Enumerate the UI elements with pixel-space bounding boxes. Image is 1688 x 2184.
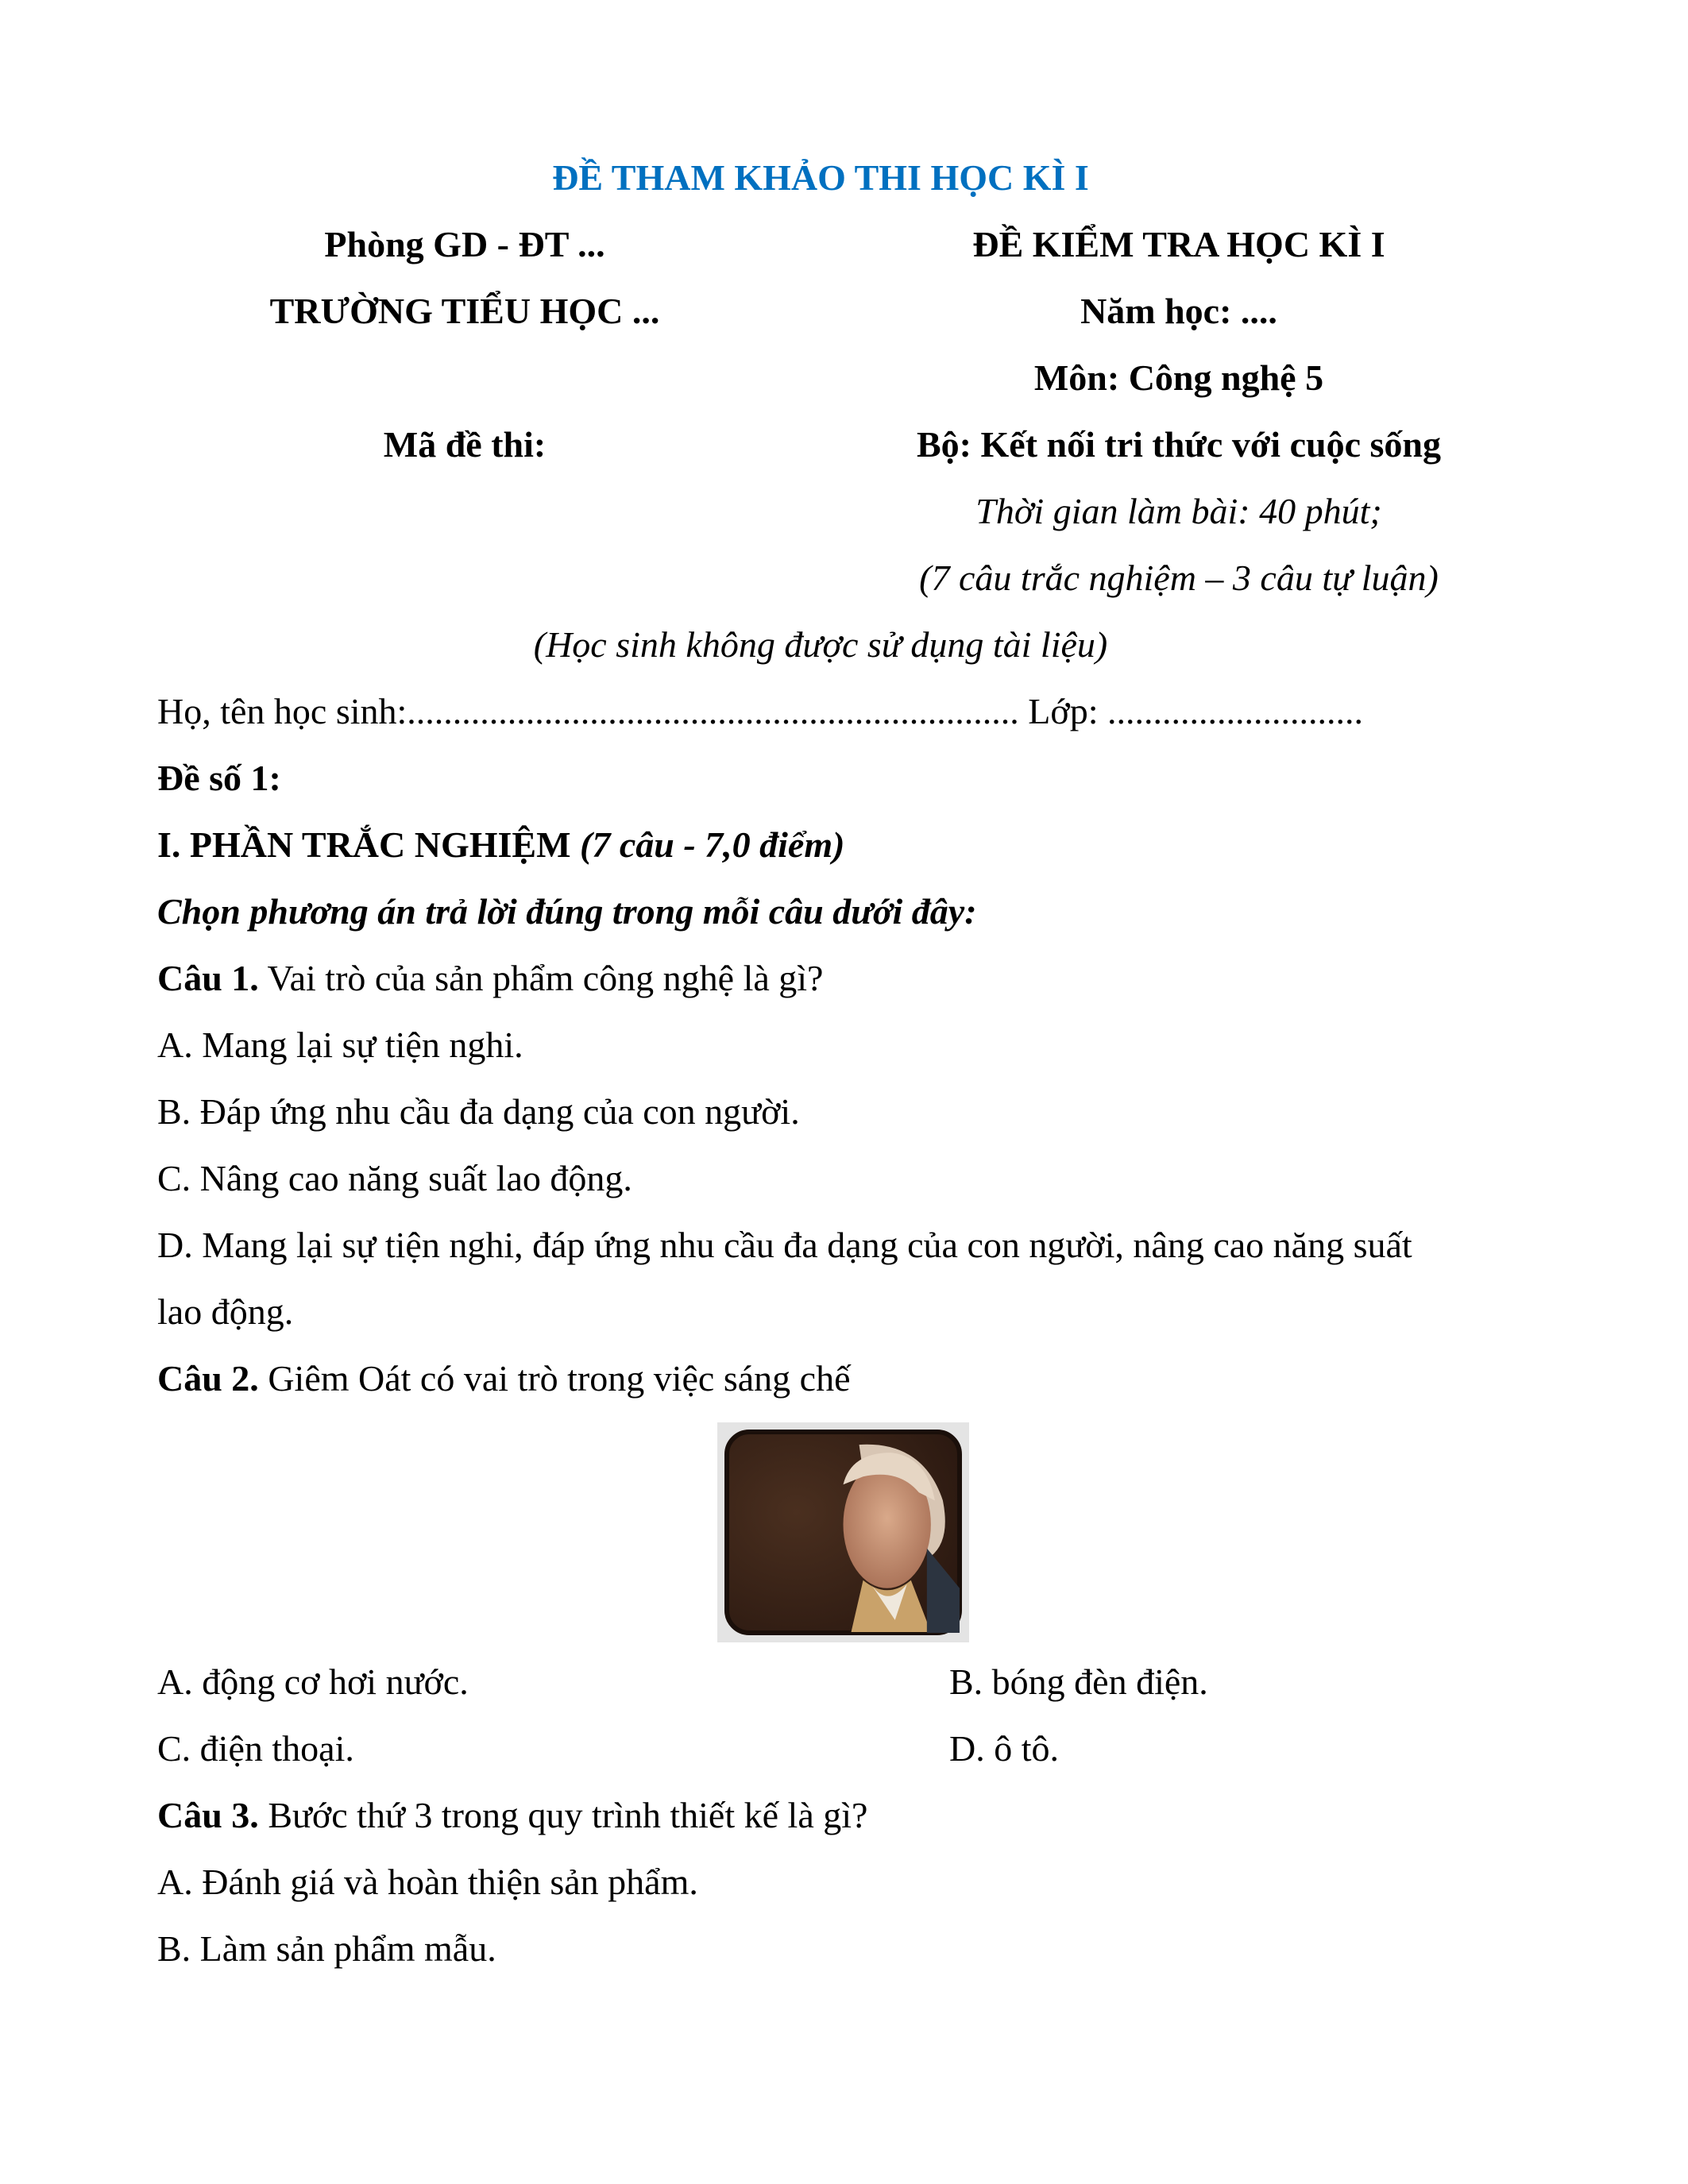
student-info-line: Họ, tên học sinh:................................................................... Lớp: ............................ [157,691,1363,731]
option: C. điện thoại. [157,1728,354,1769]
option-continued: lao động. [157,1291,294,1332]
option: A. Mang lại sự tiện nghi. [157,1024,523,1065]
option: B. Đáp ứng nhu cầu đa dạng của con người. [157,1091,800,1132]
book-series: Bộ: Kết nối tri thức với cuộc sống [917,424,1441,465]
question-2: Câu 2. Giêm Oát có vai trò trong việc sáng chế [157,1358,851,1399]
school-name: TRƯỜNG TIỂU HỌC ... [269,291,660,331]
option: D. ô tô. [949,1728,1059,1769]
department: Phòng GD - ĐT ... [324,224,605,264]
portrait-image [717,1422,969,1642]
question-count: (7 câu trắc nghiệm – 3 câu tự luận) [919,558,1439,598]
option: B. bóng đèn điện. [949,1661,1208,1702]
option: A. động cơ hơi nước. [157,1661,469,1702]
instruction: Chọn phương án trả lời đúng trong mỗi câu dưới đây: [157,891,977,932]
option: C. Nâng cao năng suất lao động. [157,1158,632,1198]
no-materials-note: (Học sinh không được sử dụng tài liệu) [533,624,1108,665]
exam-code: Mã đề thi: [383,424,547,465]
options-row [157,1715,1484,1782]
exam-page [157,145,1484,1982]
exam-number: Đề số 1: [157,758,281,798]
question-1: Câu 1. Vai trò của sản phẩm công nghệ là gì? [157,958,824,998]
duration: Thời gian làm bài: 40 phút; [975,491,1382,531]
school-year: Năm học: .... [1080,291,1277,331]
document-title: ĐỀ THAM KHẢO THI HỌC KÌ I [552,157,1089,198]
option: B. Làm sản phẩm mẫu. [157,1928,496,1969]
question-3: Câu 3. Bước thứ 3 trong quy trình thiết kế là gì? [157,1795,868,1835]
options-row [157,1649,1484,1715]
option: A. Đánh giá và hoàn thiện sản phẩm. [157,1862,698,1902]
option: D. Mang lại sự tiện nghi, đáp ứng nhu cầu đa dạng của con người, nâng cao năng suất [157,1225,1412,1265]
exam-title: ĐỀ KIỂM TRA HỌC KÌ I [972,224,1385,264]
section-heading: I. PHẦN TRẮC NGHIỆM (7 câu - 7,0 điểm) [157,824,845,865]
subject: Môn: Công nghệ 5 [1033,357,1324,398]
